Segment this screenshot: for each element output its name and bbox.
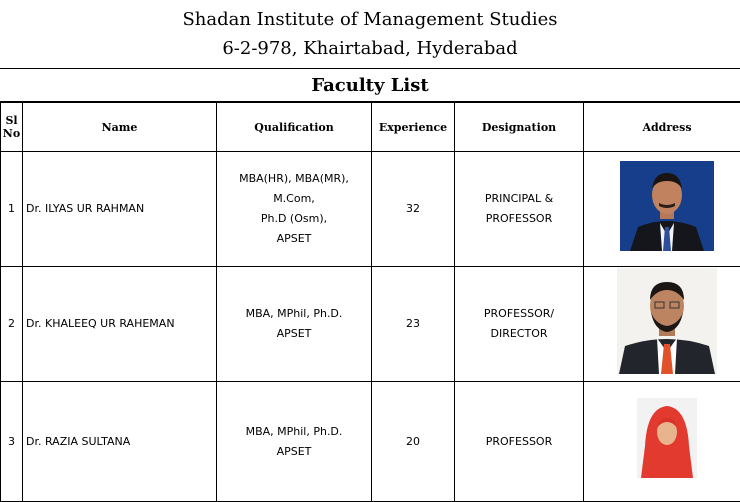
address-cell bbox=[584, 382, 740, 502]
table-row bbox=[1, 382, 740, 502]
qualification-line: MBA(HR), MBA(MR), bbox=[217, 169, 371, 189]
sl-no: 1 bbox=[1, 152, 23, 267]
page-title: Faculty List bbox=[0, 69, 740, 102]
faculty-name: Dr. ILYAS UR RAHMAN bbox=[23, 152, 217, 267]
designation bbox=[455, 267, 584, 382]
faculty-name: Dr. RAZIA SULTANA bbox=[23, 382, 217, 502]
col-header-designation: Designation bbox=[455, 103, 584, 152]
designation-line: PROFESSOR bbox=[455, 209, 583, 229]
qualification-line: APSET bbox=[217, 442, 371, 462]
experience: 32 bbox=[372, 152, 455, 267]
qualification-line: MBA, MPhil, Ph.D. bbox=[217, 304, 371, 324]
address-cell bbox=[584, 267, 740, 382]
experience: 20 bbox=[372, 382, 455, 502]
designation bbox=[455, 382, 584, 502]
institution-address: 6-2-978, Khairtabad, Hyderabad bbox=[0, 34, 740, 63]
qualification-line: M.Com, bbox=[217, 189, 371, 209]
address-cell bbox=[584, 152, 740, 267]
col-header-sl-no: Sl No bbox=[1, 103, 23, 152]
portrait-photo-icon bbox=[637, 398, 697, 478]
faculty-table bbox=[0, 102, 740, 502]
col-header-address: Address bbox=[584, 103, 740, 152]
designation-line: PRINCIPAL & bbox=[455, 189, 583, 209]
designation-line: DIRECTOR bbox=[455, 324, 583, 344]
designation-line: PROFESSOR/ bbox=[455, 304, 583, 324]
qualification bbox=[217, 382, 372, 502]
page-header bbox=[0, 0, 740, 69]
faculty-name: Dr. KHALEEQ UR RAHEMAN bbox=[23, 267, 217, 382]
designation-line: PROFESSOR bbox=[455, 432, 583, 452]
designation bbox=[455, 152, 584, 267]
experience: 23 bbox=[372, 267, 455, 382]
qualification-line: APSET bbox=[217, 324, 371, 344]
qualification-line: APSET bbox=[217, 229, 371, 249]
table-row bbox=[1, 267, 740, 382]
qualification bbox=[217, 267, 372, 382]
portrait-photo-icon bbox=[620, 161, 714, 251]
col-header-experience: Experience bbox=[372, 103, 455, 152]
institution-name: Shadan Institute of Management Studies bbox=[0, 0, 740, 34]
qualification bbox=[217, 152, 372, 267]
portrait-photo-icon bbox=[617, 268, 717, 374]
col-header-name: Name bbox=[23, 103, 217, 152]
table-row bbox=[1, 152, 740, 267]
table-header-row bbox=[1, 103, 740, 152]
qualification-line: MBA, MPhil, Ph.D. bbox=[217, 422, 371, 442]
sl-no: 2 bbox=[1, 267, 23, 382]
qualification-line: Ph.D (Osm), bbox=[217, 209, 371, 229]
sl-no: 3 bbox=[1, 382, 23, 502]
col-header-qualification: Qualification bbox=[217, 103, 372, 152]
